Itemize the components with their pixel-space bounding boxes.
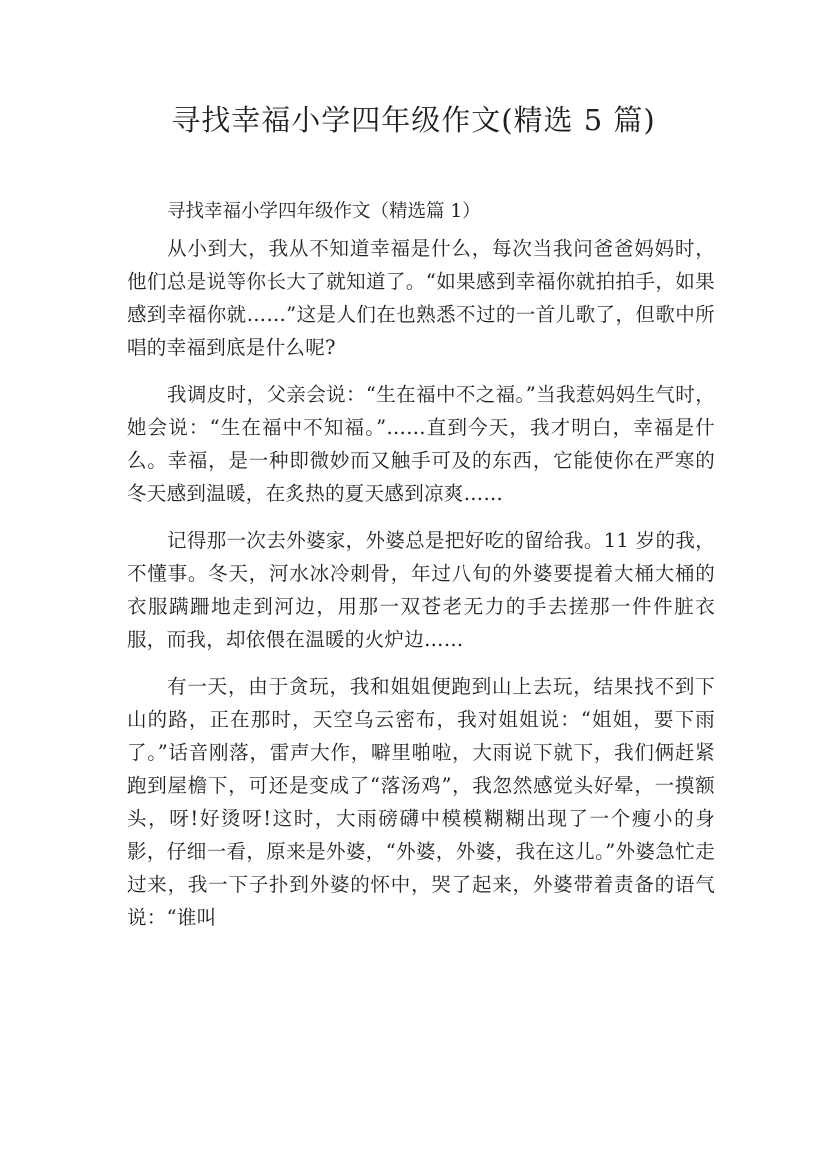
page-title: 寻找幸福小学四年级作文(精选 5 篇)	[171, 103, 656, 137]
paragraph-4: 有一天，由于贪玩，我和姐姐便跑到山上去玩，结果找不到下山的路，正在那时，天空乌云密布，我对姐姐说：“姐姐，要下雨了。”话音刚落，雷声大作，噼里啪啦，大雨说下就下，我们俩赶紧跑到屋檐下，可还是变成了“落汤鸡”，我忽然感觉头好晕，一摸额头，呀!好烫呀!这时，大雨磅礴中模模糊糊出现了一个瘦小的身影，仔细一看，原来是外婆，“外婆，外婆，我在这儿。”外婆急忙走过来，我一下子扑到外婆的怀中，哭了起来，外婆带着责备的语气说：“谁叫	[127, 675, 715, 929]
paragraph-1: 从小到大，我从不知道幸福是什么，每次当我问爸爸妈妈时，他们总是说等你长大了就知道了。“如果感到幸福你就拍拍手，如果感到幸福你就……”这是人们在也熟悉不过的一首儿歌了，但歌中所唱的幸福到底是什么呢?	[127, 237, 715, 359]
article-body	[127, 192, 715, 934]
section-heading: 寻找幸福小学四年级作文（精选篇 1）	[167, 201, 481, 222]
paragraph-2: 我调皮时，父亲会说：“生在福中不之福。”当我惹妈妈生气时，她会说：“生在福中不知福。”……直到今天，我才明白，幸福是什么。幸福，是一种即微妙而又触手可及的东西，它能使你在严寒的冬天感到温暖，在炙热的夏天感到凉爽……	[127, 383, 715, 505]
paragraph-3: 记得那一次去外婆家，外婆总是把好吃的留给我。11 岁的我，不懂事。冬天，河水冰冷刺骨，年过八旬的外婆要提着大桶大桶的衣服蹒跚地走到河边，用那一双苍老无力的手去搓那一件件脏衣服，而我，却依偎在温暖的火炉边……	[127, 529, 715, 651]
